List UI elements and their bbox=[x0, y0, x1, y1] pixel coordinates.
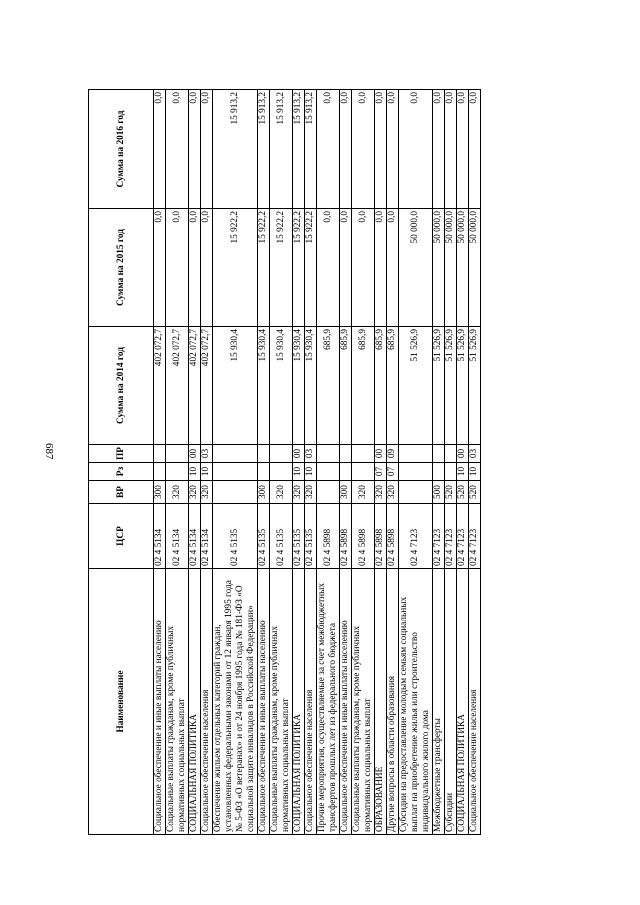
column-header-sum-2014: Сумма на 2014 год bbox=[89, 327, 154, 445]
cell-sum-2015: 50 000,0 bbox=[457, 209, 469, 327]
cell-pr bbox=[258, 445, 270, 463]
table-row bbox=[166, 90, 189, 835]
cell-vr bbox=[213, 481, 258, 504]
cell-sum-2014: 685,9 bbox=[375, 327, 387, 445]
cell-sum-2014: 51 526,9 bbox=[433, 327, 445, 445]
cell-sum-2014: 402 072,7 bbox=[201, 327, 213, 445]
cell-sum-2014: 15 930,4 bbox=[293, 327, 305, 445]
cell-pr bbox=[154, 445, 166, 463]
table-row bbox=[270, 90, 293, 835]
cell-vr: 520 bbox=[469, 481, 481, 504]
cell-name: Социальное обеспечение населения bbox=[201, 569, 213, 835]
cell-sum-2014: 15 930,4 bbox=[270, 327, 293, 445]
page-number: 687 bbox=[43, 443, 55, 460]
cell-csr: 02 4 5134 bbox=[154, 504, 166, 569]
cell-vr: 320 bbox=[293, 481, 305, 504]
cell-vr: 320 bbox=[189, 481, 201, 504]
cell-sum-2014: 51 526,9 bbox=[445, 327, 457, 445]
cell-vr: 320 bbox=[166, 481, 189, 504]
table-row bbox=[189, 90, 201, 835]
cell-sum-2014: 51 526,9 bbox=[399, 327, 433, 445]
cell-csr: 02 4 7123 bbox=[445, 504, 457, 569]
cell-sum-2016: 15 913,2 bbox=[258, 90, 270, 209]
cell-vr: 520 bbox=[457, 481, 469, 504]
cell-pr bbox=[433, 445, 445, 463]
table-row bbox=[433, 90, 445, 835]
cell-rz bbox=[213, 463, 258, 481]
cell-name: Обеспечение жильем отдельных категорий граждан, установленных федеральными законами от 12 января 1995 года № 5-ФЗ «О ветеранах» и от 24 ноября 1995 года № 181-ФЗ «О социальной защите инвалидов в Российской Федерации» bbox=[213, 569, 258, 835]
cell-sum-2016: 0,0 bbox=[375, 90, 387, 209]
cell-sum-2016: 0,0 bbox=[457, 90, 469, 209]
cell-sum-2015: 0,0 bbox=[387, 209, 399, 327]
cell-csr: 02 4 5898 bbox=[317, 504, 340, 569]
cell-sum-2016: 15 913,2 bbox=[305, 90, 317, 209]
cell-sum-2014: 402 072,7 bbox=[166, 327, 189, 445]
cell-pr: 03 bbox=[201, 445, 213, 463]
cell-sum-2015: 15 922,2 bbox=[305, 209, 317, 327]
cell-rz bbox=[270, 463, 293, 481]
cell-vr: 320 bbox=[201, 481, 213, 504]
cell-name: Социальные выплаты гражданам, кроме публичных нормативных социальных выплат bbox=[166, 569, 189, 835]
cell-vr: 320 bbox=[387, 481, 399, 504]
cell-csr: 02 4 7123 bbox=[399, 504, 433, 569]
cell-sum-2016: 0,0 bbox=[352, 90, 375, 209]
cell-sum-2016: 15 913,2 bbox=[270, 90, 293, 209]
cell-name: Межбюджетные трансферты bbox=[433, 569, 445, 835]
cell-sum-2016: 0,0 bbox=[469, 90, 481, 209]
cell-rz: 07 bbox=[387, 463, 399, 481]
table-row bbox=[305, 90, 317, 835]
cell-csr: 02 4 5898 bbox=[340, 504, 352, 569]
cell-vr bbox=[399, 481, 433, 504]
cell-name: Субсидии bbox=[445, 569, 457, 835]
cell-pr bbox=[213, 445, 258, 463]
cell-sum-2016: 0,0 bbox=[399, 90, 433, 209]
cell-rz: 10 bbox=[305, 463, 317, 481]
cell-rz: 10 bbox=[201, 463, 213, 481]
cell-sum-2015: 0,0 bbox=[189, 209, 201, 327]
cell-csr: 02 4 5134 bbox=[166, 504, 189, 569]
cell-sum-2014: 15 930,4 bbox=[258, 327, 270, 445]
cell-csr: 02 4 5135 bbox=[258, 504, 270, 569]
cell-sum-2016: 0,0 bbox=[433, 90, 445, 209]
cell-name: СОЦИАЛЬНАЯ ПОЛИТИКА bbox=[457, 569, 469, 835]
cell-csr: 02 4 5898 bbox=[352, 504, 375, 569]
cell-csr: 02 4 7123 bbox=[469, 504, 481, 569]
cell-sum-2014: 15 930,4 bbox=[213, 327, 258, 445]
table-row bbox=[445, 90, 457, 835]
cell-sum-2014: 685,9 bbox=[387, 327, 399, 445]
cell-vr: 320 bbox=[305, 481, 317, 504]
cell-sum-2015: 0,0 bbox=[317, 209, 340, 327]
cell-sum-2015: 0,0 bbox=[375, 209, 387, 327]
cell-sum-2014: 402 072,7 bbox=[189, 327, 201, 445]
cell-sum-2016: 0,0 bbox=[445, 90, 457, 209]
cell-pr: 03 bbox=[469, 445, 481, 463]
cell-pr bbox=[270, 445, 293, 463]
cell-vr: 520 bbox=[445, 481, 457, 504]
cell-pr: 09 bbox=[387, 445, 399, 463]
cell-csr: 02 4 5898 bbox=[387, 504, 399, 569]
cell-csr: 02 4 5135 bbox=[270, 504, 293, 569]
cell-csr: 02 4 5135 bbox=[305, 504, 317, 569]
table-row bbox=[293, 90, 305, 835]
table-row bbox=[340, 90, 352, 835]
cell-sum-2014: 15 930,4 bbox=[305, 327, 317, 445]
rotated-table-container bbox=[88, 90, 571, 835]
cell-rz: 10 bbox=[457, 463, 469, 481]
cell-pr bbox=[352, 445, 375, 463]
cell-sum-2015: 0,0 bbox=[340, 209, 352, 327]
column-header-pr: ПР bbox=[89, 445, 154, 463]
column-header-csr: ЦСР bbox=[89, 504, 154, 569]
cell-vr: 500 bbox=[433, 481, 445, 504]
cell-name: Субсидии на предоставление молодым семьям социальных выплат на приобретение жилья или строительство индивидуального жилого дома bbox=[399, 569, 433, 835]
cell-rz: 07 bbox=[375, 463, 387, 481]
cell-csr: 02 4 7123 bbox=[457, 504, 469, 569]
cell-sum-2014: 685,9 bbox=[317, 327, 340, 445]
cell-vr: 300 bbox=[258, 481, 270, 504]
cell-sum-2015: 15 922,2 bbox=[258, 209, 270, 327]
table-row bbox=[154, 90, 166, 835]
cell-rz bbox=[433, 463, 445, 481]
table-row bbox=[317, 90, 340, 835]
cell-csr: 02 4 5135 bbox=[293, 504, 305, 569]
cell-sum-2015: 0,0 bbox=[352, 209, 375, 327]
cell-pr: 00 bbox=[375, 445, 387, 463]
cell-sum-2016: 0,0 bbox=[154, 90, 166, 209]
cell-rz bbox=[445, 463, 457, 481]
cell-name: ОБРАЗОВАНИЕ bbox=[375, 569, 387, 835]
table-row bbox=[399, 90, 433, 835]
cell-pr bbox=[340, 445, 352, 463]
cell-rz bbox=[317, 463, 340, 481]
table-header-row bbox=[89, 90, 154, 835]
cell-rz bbox=[399, 463, 433, 481]
cell-sum-2014: 402 072,7 bbox=[154, 327, 166, 445]
table-row bbox=[375, 90, 387, 835]
table-row bbox=[213, 90, 258, 835]
cell-pr: 00 bbox=[189, 445, 201, 463]
cell-sum-2014: 685,9 bbox=[340, 327, 352, 445]
cell-pr: 03 bbox=[305, 445, 317, 463]
cell-name: Социальное обеспечение и иные выплаты населению bbox=[340, 569, 352, 835]
cell-pr bbox=[445, 445, 457, 463]
cell-pr bbox=[399, 445, 433, 463]
cell-name: Социальные выплаты гражданам, кроме публичных нормативных социальных выплат bbox=[270, 569, 293, 835]
cell-sum-2016: 15 913,2 bbox=[213, 90, 258, 209]
cell-sum-2016: 0,0 bbox=[166, 90, 189, 209]
cell-sum-2016: 0,0 bbox=[387, 90, 399, 209]
table-row bbox=[352, 90, 375, 835]
cell-csr: 02 4 7123 bbox=[433, 504, 445, 569]
cell-name: Прочие мероприятия, осуществляемые за счет межбюджетных трансфертов прошлых лет из федерального бюджета bbox=[317, 569, 340, 835]
cell-csr: 02 4 5898 bbox=[375, 504, 387, 569]
cell-csr: 02 4 5134 bbox=[189, 504, 201, 569]
cell-sum-2016: 0,0 bbox=[201, 90, 213, 209]
cell-sum-2015: 0,0 bbox=[201, 209, 213, 327]
cell-name: СОЦИАЛЬНАЯ ПОЛИТИКА bbox=[293, 569, 305, 835]
cell-sum-2015: 50 000,0 bbox=[445, 209, 457, 327]
cell-csr: 02 4 5135 bbox=[213, 504, 258, 569]
cell-rz bbox=[352, 463, 375, 481]
column-header-name: Наименование bbox=[89, 569, 154, 835]
cell-vr: 300 bbox=[154, 481, 166, 504]
cell-sum-2015: 0,0 bbox=[166, 209, 189, 327]
cell-name: Социальное обеспечение и иные выплаты населению bbox=[258, 569, 270, 835]
cell-sum-2014: 685,9 bbox=[352, 327, 375, 445]
table-row bbox=[258, 90, 270, 835]
column-header-rz: Рз bbox=[89, 463, 154, 481]
cell-sum-2016: 15 913,2 bbox=[293, 90, 305, 209]
cell-sum-2016: 0,0 bbox=[189, 90, 201, 209]
cell-name: СОЦИАЛЬНАЯ ПОЛИТИКА bbox=[189, 569, 201, 835]
cell-rz bbox=[340, 463, 352, 481]
cell-sum-2016: 0,0 bbox=[340, 90, 352, 209]
cell-name: Социальное обеспечение и иные выплаты населению bbox=[154, 569, 166, 835]
cell-vr: 300 bbox=[340, 481, 352, 504]
cell-name: Социальное обеспечение населения bbox=[469, 569, 481, 835]
table-row bbox=[469, 90, 481, 835]
budget-table bbox=[88, 89, 481, 835]
column-header-sum-2015: Сумма на 2015 год bbox=[89, 209, 154, 327]
cell-sum-2014: 51 526,9 bbox=[469, 327, 481, 445]
cell-pr: 00 bbox=[293, 445, 305, 463]
cell-vr: 320 bbox=[375, 481, 387, 504]
cell-pr bbox=[166, 445, 189, 463]
column-header-sum-2016: Сумма на 2016 год bbox=[89, 90, 154, 209]
cell-sum-2015: 50 000,0 bbox=[469, 209, 481, 327]
cell-rz: 10 bbox=[293, 463, 305, 481]
cell-sum-2014: 51 526,9 bbox=[457, 327, 469, 445]
cell-rz bbox=[166, 463, 189, 481]
cell-rz: 10 bbox=[189, 463, 201, 481]
table-row bbox=[387, 90, 399, 835]
cell-sum-2016: 0,0 bbox=[317, 90, 340, 209]
cell-vr: 320 bbox=[270, 481, 293, 504]
table-row bbox=[457, 90, 469, 835]
cell-vr bbox=[317, 481, 340, 504]
cell-sum-2015: 0,0 bbox=[154, 209, 166, 327]
cell-sum-2015: 15 922,2 bbox=[293, 209, 305, 327]
cell-rz bbox=[154, 463, 166, 481]
table-row bbox=[201, 90, 213, 835]
cell-sum-2015: 50 000,0 bbox=[399, 209, 433, 327]
cell-rz bbox=[258, 463, 270, 481]
cell-name: Социальное обеспечение населения bbox=[305, 569, 317, 835]
cell-vr: 320 bbox=[352, 481, 375, 504]
column-header-vr: ВР bbox=[89, 481, 154, 504]
table-body bbox=[154, 90, 481, 835]
cell-sum-2015: 15 922,2 bbox=[270, 209, 293, 327]
cell-name: Другие вопросы в области образования bbox=[387, 569, 399, 835]
cell-pr bbox=[317, 445, 340, 463]
cell-rz: 10 bbox=[469, 463, 481, 481]
cell-name: Социальные выплаты гражданам, кроме публичных нормативных социальных выплат bbox=[352, 569, 375, 835]
cell-sum-2015: 15 922,2 bbox=[213, 209, 258, 327]
cell-csr: 02 4 5134 bbox=[201, 504, 213, 569]
cell-sum-2015: 50 000,0 bbox=[433, 209, 445, 327]
cell-pr: 00 bbox=[457, 445, 469, 463]
